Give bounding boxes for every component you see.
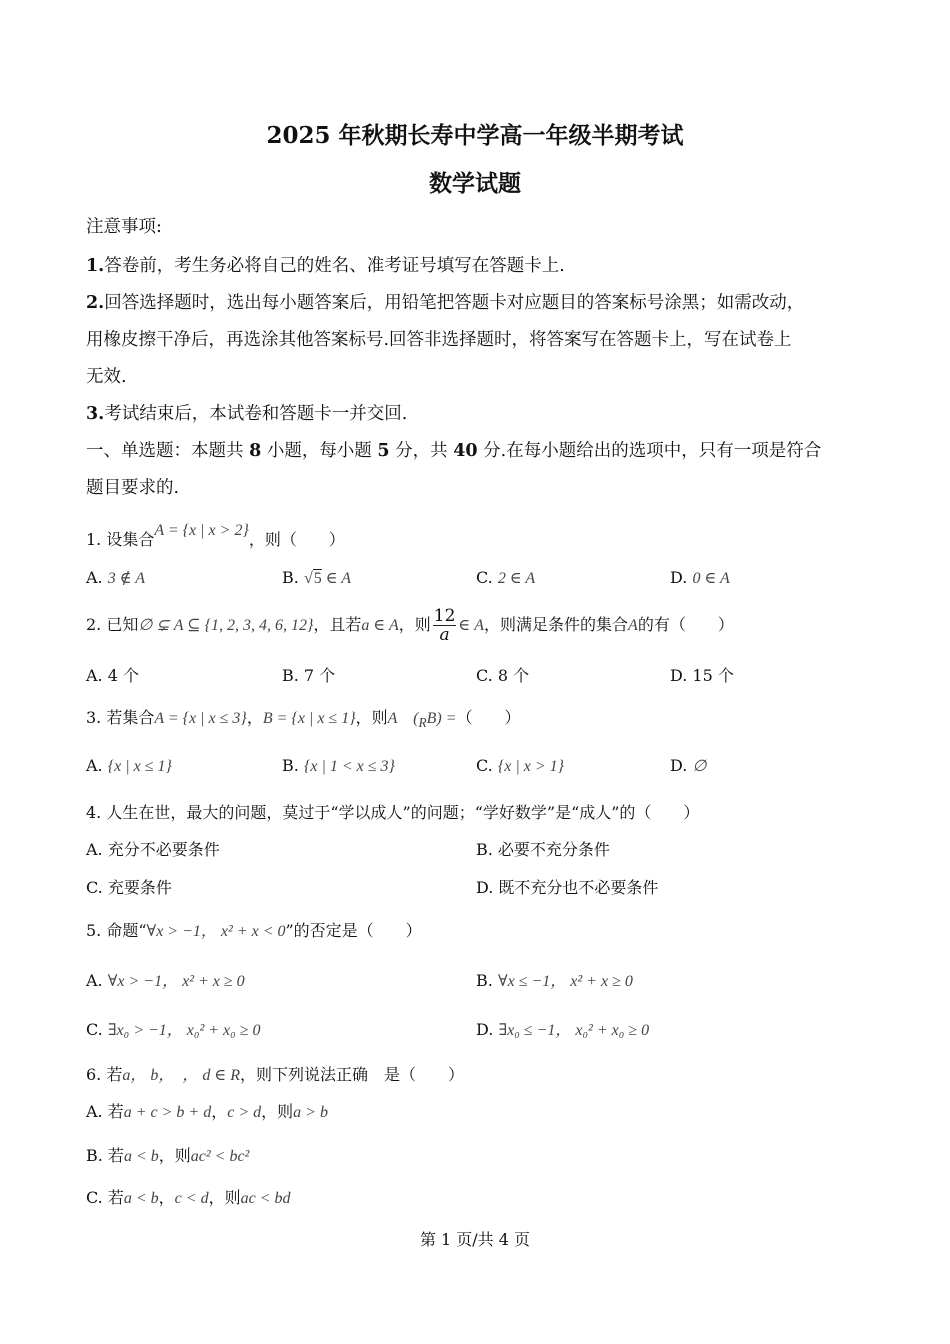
option-formula: 2 ∈ A bbox=[497, 570, 536, 587]
total-points: 40 bbox=[453, 441, 478, 461]
note-item-1 bbox=[86, 252, 565, 277]
fraction-numerator: 12 bbox=[433, 606, 456, 626]
question-1 bbox=[86, 522, 345, 550]
question-formula: A bbox=[628, 617, 638, 634]
q3-option-b[interactable] bbox=[282, 756, 395, 776]
formula-part: B) = bbox=[426, 710, 457, 727]
q1-option-a[interactable] bbox=[86, 568, 145, 588]
question-formula: a ∈ A bbox=[361, 617, 399, 634]
option-formula: 0 ∈ A bbox=[692, 570, 730, 587]
option-text: ， bbox=[158, 1188, 175, 1207]
note-number: 2. bbox=[86, 293, 105, 313]
option-formula: ∈ A bbox=[321, 570, 352, 587]
q6-option-a[interactable] bbox=[86, 1099, 328, 1122]
points-per-question: 5 bbox=[377, 441, 390, 461]
option-label: C. bbox=[476, 568, 493, 587]
question-text: ，则满足条件的集合 bbox=[484, 615, 629, 634]
question-6 bbox=[86, 1062, 464, 1085]
q2-option-c[interactable]: C. 8 个 bbox=[476, 666, 530, 685]
option-formula: ac < bd bbox=[240, 1190, 291, 1207]
exam-subtitle: 数学试题 bbox=[429, 170, 521, 197]
question-text: 的有（ ） bbox=[637, 615, 734, 634]
note-item-2-line-3: 无效. bbox=[86, 367, 127, 387]
note-item-3 bbox=[86, 400, 407, 425]
section-text: 分.在每小题给出的选项中，只有一项是符合 bbox=[477, 441, 822, 461]
question-formula: ∈ A bbox=[458, 617, 485, 634]
note-text: 考试结束后，本试卷和答题卡一并交回. bbox=[104, 404, 408, 424]
question-formula: a， b， ， d ∈ R bbox=[122, 1067, 240, 1084]
q2-option-b[interactable]: B. 7 个 bbox=[282, 666, 336, 685]
question-formula: ∅ ⊊ A ⊆ {1, 2, 3, 4, 6, 12} bbox=[138, 617, 314, 634]
question-text: 3. 若集合 bbox=[86, 708, 155, 727]
option-text: C. 若 bbox=[86, 1188, 124, 1207]
option-label: A. bbox=[86, 971, 103, 990]
option-formula: a + c > b + d bbox=[123, 1104, 212, 1121]
option-formula: ∀x ≤ −1， x² + x ≥ 0 bbox=[497, 973, 633, 990]
q6-option-b[interactable] bbox=[86, 1143, 249, 1166]
option-label: D. bbox=[476, 1020, 494, 1039]
option-label: D. bbox=[670, 756, 688, 775]
option-formula: 3 ∉ A bbox=[107, 570, 146, 587]
option-text: ， bbox=[211, 1102, 228, 1121]
option-text: A. 若 bbox=[86, 1102, 124, 1121]
option-formula: c < d bbox=[174, 1190, 209, 1207]
question-3 bbox=[86, 705, 521, 731]
option-label: A. bbox=[86, 756, 103, 775]
q1-option-b[interactable] bbox=[282, 568, 351, 588]
note-item-2-line-1 bbox=[86, 289, 804, 314]
q1-option-c[interactable] bbox=[476, 568, 535, 588]
option-text: ，则 bbox=[158, 1146, 191, 1165]
sqrt-sign: √ bbox=[303, 570, 313, 587]
question-formula: B = {x | x ≤ 1} bbox=[262, 710, 356, 727]
section-heading-line-2: 题目要求的. bbox=[86, 478, 180, 498]
option-formula: a < b bbox=[123, 1148, 159, 1165]
option-label: C. bbox=[86, 1020, 103, 1039]
page-number: 第 1 页/共 4 页 bbox=[419, 1230, 531, 1249]
section-text: 分，共 bbox=[389, 441, 454, 461]
option-text: ，则 bbox=[208, 1188, 241, 1207]
exam-title: 2025 年秋期长寿中学高一年级半期考试 bbox=[266, 122, 684, 149]
option-label: B. bbox=[282, 756, 299, 775]
option-formula: {x | x > 1} bbox=[497, 758, 565, 775]
question-text: 6. 若 bbox=[86, 1065, 123, 1084]
q6-option-c[interactable] bbox=[86, 1185, 291, 1208]
question-5 bbox=[86, 918, 422, 941]
option-label: C. bbox=[476, 756, 493, 775]
question-text: 2. 已知 bbox=[86, 615, 139, 634]
question-text: （ ） bbox=[456, 708, 521, 727]
note-text: 回答选择题时，选出每小题答案后，用铅笔把答题卡对应题目的答案标号涂黑；如需改动， bbox=[104, 293, 805, 313]
section-text: 一、单选题：本题共 bbox=[86, 441, 250, 461]
option-formula: ∅ bbox=[692, 758, 707, 775]
option-formula: {x | x ≤ 1} bbox=[107, 758, 172, 775]
note-text: 答卷前，考生务必将自己的姓名、准考证号填写在答题卡上. bbox=[104, 256, 565, 276]
option-formula: c > d bbox=[227, 1104, 262, 1121]
notes-heading: 注意事项: bbox=[86, 217, 162, 237]
note-number: 3. bbox=[86, 404, 105, 424]
section-heading-line-1 bbox=[86, 437, 821, 462]
q2-option-d[interactable]: D. 15 个 bbox=[670, 666, 734, 685]
option-formula: ∃x₀ ≤ −1， x₀² + x₀ ≥ 0 bbox=[498, 1022, 650, 1039]
option-formula: a < b bbox=[123, 1190, 159, 1207]
q4-option-c[interactable]: C. 充要条件 bbox=[86, 878, 172, 897]
option-text: B. 若 bbox=[86, 1146, 124, 1165]
option-label: B. bbox=[282, 568, 299, 587]
q2-option-a[interactable]: A. 4 个 bbox=[86, 666, 139, 685]
q4-option-a[interactable]: A. 充分不必要条件 bbox=[86, 840, 220, 859]
option-label: A. bbox=[86, 568, 103, 587]
formula-part: A ( bbox=[387, 710, 419, 727]
q3-option-c[interactable] bbox=[476, 756, 564, 776]
q1-option-d[interactable] bbox=[670, 568, 730, 588]
question-text: ，则 bbox=[398, 615, 431, 634]
complement-formula bbox=[387, 710, 457, 731]
question-text: ，则下列说法正确 是（ ） bbox=[239, 1065, 464, 1084]
fraction bbox=[433, 607, 457, 644]
question-formula: A = {x | x > 2} bbox=[154, 522, 249, 539]
note-item-2-line-2: 用橡皮擦干净后，再选涂其他答案标号.回答非选择题时，将答案写在答题卡上，写在试卷上 bbox=[86, 330, 792, 350]
question-count: 8 bbox=[249, 441, 262, 461]
option-formula: ∃x₀ > −1， x₀² + x₀ ≥ 0 bbox=[107, 1022, 261, 1039]
option-text: ，则 bbox=[261, 1102, 294, 1121]
question-text: ，则 bbox=[355, 708, 388, 727]
q5-option-c[interactable] bbox=[86, 1017, 261, 1040]
formula-subscript: R bbox=[418, 715, 427, 731]
section-text: 小题，每小题 bbox=[261, 441, 378, 461]
q4-option-b[interactable]: B. 必要不充分条件 bbox=[476, 840, 610, 859]
option-formula: ac² < bc² bbox=[190, 1148, 250, 1165]
option-formula: ∀x > −1， x² + x ≥ 0 bbox=[107, 973, 245, 990]
question-text: ，则（ ） bbox=[248, 530, 345, 549]
question-text: ， bbox=[246, 708, 263, 727]
radicand: 5 bbox=[313, 570, 322, 587]
option-label: B. bbox=[476, 971, 493, 990]
question-text: ，且若 bbox=[313, 615, 362, 634]
q3-option-a[interactable] bbox=[86, 756, 172, 776]
q3-option-d[interactable] bbox=[670, 756, 706, 776]
question-formula: ∀x > −1， x² + x < 0 bbox=[146, 923, 286, 940]
option-formula: {x | 1 < x ≤ 3} bbox=[303, 758, 395, 775]
option-formula: a > b bbox=[293, 1104, 328, 1121]
question-text: 5. 命题“ bbox=[86, 921, 147, 940]
question-text: 1. 设集合 bbox=[86, 530, 155, 549]
option-label: D. bbox=[670, 568, 688, 587]
q5-option-b[interactable] bbox=[476, 968, 633, 991]
q4-option-d[interactable]: D. 既不充分也不必要条件 bbox=[476, 878, 659, 897]
question-text: ”的否定是（ ） bbox=[285, 921, 422, 940]
note-number: 1. bbox=[86, 256, 105, 276]
question-4: 4. 人生在世，最大的问题，莫过于“学以成人”的问题；“学好数学”是“成人”的（ ） bbox=[86, 803, 700, 822]
fraction-denominator: a bbox=[439, 625, 450, 645]
q5-option-d[interactable] bbox=[476, 1017, 649, 1040]
q5-option-a[interactable] bbox=[86, 968, 245, 991]
question-formula: A = {x | x ≤ 3} bbox=[154, 710, 247, 727]
question-2 bbox=[86, 607, 734, 644]
